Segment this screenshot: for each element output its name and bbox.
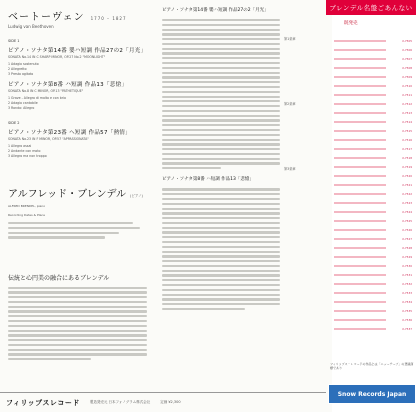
- work1-movements: [8, 62, 147, 77]
- catalog-row: [334, 297, 412, 306]
- catalog-title-text: [334, 193, 386, 195]
- catalog-number: X-7536: [402, 317, 412, 322]
- catalog-row: [334, 72, 412, 81]
- catalog-number: X-7526: [402, 227, 412, 232]
- catalog-title-text: [334, 265, 386, 267]
- catalog-number: X-7509: [402, 74, 412, 79]
- catalog-row: [334, 171, 412, 180]
- middle-text-block: [162, 19, 280, 169]
- catalog-row: [334, 315, 412, 324]
- catalog-title-text: [334, 130, 386, 132]
- catalog-title-text: [334, 310, 386, 312]
- footer-bar: [0, 392, 326, 412]
- left-column: [0, 0, 155, 412]
- catalog-row: [334, 261, 412, 270]
- movement: 2 Adagio cantabile: [8, 101, 38, 105]
- catalog-row: [334, 117, 412, 126]
- catalog-heading: 既発売: [344, 21, 358, 26]
- catalog-number: X-7537: [402, 326, 412, 331]
- movement: 2 Andante con moto: [8, 149, 41, 153]
- catalog-row: [334, 162, 412, 171]
- middle-column: [162, 8, 280, 368]
- manufacturer-text: 製造発売元 日本フォノグラム株式会社: [89, 400, 151, 404]
- middle-subheading: ピアノ・ソナタ第8番 ハ短調 作品13「悲愴」: [162, 177, 254, 183]
- movement: 3 Rondo: Allegro: [8, 106, 35, 110]
- work3-movements: [8, 144, 147, 159]
- catalog-number: X-7513: [402, 110, 412, 115]
- catalog-row: [334, 99, 412, 108]
- catalog-row: [334, 81, 412, 90]
- catalog-title-text: [334, 166, 386, 168]
- work1-title: ピアノ・ソナタ第14番 嬰ハ短調 作品27の2「月光」: [8, 48, 147, 54]
- catalog-title-text: [334, 139, 386, 141]
- essay-text-block: [8, 287, 147, 361]
- movement-labels: [284, 36, 324, 171]
- catalog-title-text: [334, 175, 386, 177]
- catalog-title-text: [334, 319, 386, 321]
- catalog-number: X-7535: [402, 308, 412, 313]
- movement: 1 Allegro assai: [8, 144, 32, 148]
- movement: 2 Allegretto: [8, 67, 27, 71]
- catalog-row: [334, 144, 412, 153]
- catalog-number: X-7522: [402, 191, 412, 196]
- essay-title: 伝統と心円美の融合にあるブレンデル: [8, 274, 110, 282]
- catalog-row: [334, 198, 412, 207]
- movement-label: 第2楽章: [284, 102, 296, 106]
- catalog-title-text: [334, 247, 386, 249]
- catalog-row: [334, 90, 412, 99]
- catalog-title-text: [334, 85, 386, 87]
- catalog-number: X-7510: [402, 83, 412, 88]
- side2-label: SIDE 2: [8, 121, 20, 125]
- catalog-title-text: [334, 211, 386, 213]
- catalog-number: X-7515: [402, 128, 412, 133]
- catalog-number: X-7523: [402, 200, 412, 205]
- catalog-number: X-7528: [402, 245, 412, 250]
- catalog-row: [334, 252, 412, 261]
- catalog-number: X-7525: [402, 218, 412, 223]
- composer-english: Ludwig van Beethoven: [8, 24, 54, 29]
- catalog-title-text: [334, 256, 386, 258]
- work2-title: ピアノ・ソナタ第8番 ハ短調 作品13「悲愴」: [8, 82, 128, 88]
- catalog-row: [334, 207, 412, 216]
- catalog-title-text: [334, 40, 386, 42]
- work1-english: SONATA No.14 IN C SHARP MINOR, OP.27 No.2 "MOONLIGHT": [8, 55, 106, 59]
- catalog-row: [334, 243, 412, 252]
- catalog-list: [334, 36, 412, 333]
- catalog-title-text: [334, 328, 386, 330]
- recording-credit: Recording Dates & Place: [8, 212, 45, 217]
- catalog-title-text: [334, 103, 386, 105]
- credit-text-block: [8, 222, 147, 239]
- watermark-badge: Snow Records Japan: [328, 384, 416, 404]
- catalog-number: X-7521: [402, 182, 412, 187]
- work3-title: ピアノ・ソナタ第23番 ヘ短調 作品57「熱情」: [8, 130, 131, 136]
- work2-english: SONATA No.8 IN C MINOR, OP.13 "PATHETIQUE": [8, 89, 84, 93]
- catalog-title-text: [334, 49, 386, 51]
- catalog-number: X-7516: [402, 137, 412, 142]
- work2-movements: [8, 96, 147, 111]
- catalog-title-text: [334, 238, 386, 240]
- catalog-row: [334, 135, 412, 144]
- catalog-title-text: [334, 76, 386, 78]
- catalog-row: [334, 216, 412, 225]
- catalog-note: フィリップス・レコードの作品とは「ニューテーブ」の登録商標であり: [330, 362, 414, 370]
- catalog-number: X-7506: [402, 47, 412, 52]
- catalog-row: [334, 63, 412, 72]
- composer-dates: 1770 – 1827: [90, 16, 127, 21]
- catalog-banner: ブレンデル名盤ごあんない: [326, 0, 416, 15]
- catalog-title-text: [334, 121, 386, 123]
- catalog-row: [334, 189, 412, 198]
- artist-instrument: (ピアノ): [129, 194, 143, 198]
- catalog-number: X-7529: [402, 254, 412, 259]
- catalog-number: X-7512: [402, 101, 412, 106]
- catalog-number: X-7530: [402, 263, 412, 268]
- catalog-row: [334, 225, 412, 234]
- catalog-number: X-7532: [402, 281, 412, 286]
- catalog-title-text: [334, 67, 386, 69]
- middle-heading: ピアノ・ソナタ第14番 嬰ハ短調 作品27の2「月光」: [162, 8, 269, 13]
- catalog-number: X-7534: [402, 299, 412, 304]
- catalog-number: X-7519: [402, 164, 412, 169]
- label-logo: フィリップスレコード: [6, 398, 80, 407]
- catalog-row: [334, 288, 412, 297]
- catalog-number: X-7527: [402, 236, 412, 241]
- price-code: 定価 ¥2,300: [160, 400, 181, 404]
- movement-label: 第3楽章: [284, 167, 296, 171]
- artist-english: ALFRED BRENDEL, piano: [8, 204, 46, 208]
- catalog-title-text: [334, 94, 386, 96]
- movement-label: 第1楽章: [284, 37, 296, 41]
- movement: 1 Adagio sostenuto: [8, 62, 39, 66]
- catalog-title-text: [334, 274, 386, 276]
- movement: 3 Presto agitato: [8, 72, 34, 76]
- catalog-number: X-7507: [402, 56, 412, 61]
- artist-heading: [8, 185, 147, 200]
- catalog-title-text: [334, 58, 386, 60]
- catalog-title-text: [334, 148, 386, 150]
- catalog-title-text: [334, 292, 386, 294]
- catalog-number: X-7514: [402, 119, 412, 124]
- catalog-number: X-7505: [402, 38, 412, 43]
- catalog-title-text: [334, 301, 386, 303]
- artist-name: アルフレッド・ブレンデル: [8, 189, 126, 200]
- catalog-number: X-7531: [402, 272, 412, 277]
- side1-label: SIDE 1: [8, 39, 20, 43]
- work3-english: SONATA No.23 IN F MINOR, OP.57 "APPASSIONATA": [8, 137, 89, 141]
- catalog-row: [334, 306, 412, 315]
- catalog-row: [334, 153, 412, 162]
- catalog-number: X-7524: [402, 209, 412, 214]
- catalog-row: [334, 45, 412, 54]
- catalog-row: [334, 234, 412, 243]
- catalog-row: [334, 126, 412, 135]
- catalog-number: X-7533: [402, 290, 412, 295]
- catalog-title-text: [334, 229, 386, 231]
- catalog-row: [334, 36, 412, 45]
- catalog-title-text: [334, 220, 386, 222]
- catalog-row: [334, 279, 412, 288]
- catalog-row: [334, 324, 412, 333]
- movement: 1 Grave - Allegro di molto e con brio: [8, 96, 66, 100]
- middle-text-block-2: [162, 188, 280, 310]
- catalog-number: X-7511: [402, 92, 412, 97]
- catalog-number: X-7508: [402, 65, 412, 70]
- catalog-number: X-7520: [402, 173, 412, 178]
- catalog-title-text: [334, 184, 386, 186]
- catalog-row: [334, 270, 412, 279]
- composer-name: ベートーヴェン: [8, 12, 85, 23]
- catalog-row: [334, 54, 412, 63]
- composer-heading: [8, 8, 147, 23]
- catalog-row: [334, 180, 412, 189]
- catalog-row: [334, 108, 412, 117]
- catalog-title-text: [334, 112, 386, 114]
- catalog-title-text: [334, 157, 386, 159]
- catalog-number: X-7518: [402, 155, 412, 160]
- catalog-title-text: [334, 283, 386, 285]
- catalog-title-text: [334, 202, 386, 204]
- catalog-number: X-7517: [402, 146, 412, 151]
- movement: 3 Allegro ma non troppo: [8, 154, 47, 158]
